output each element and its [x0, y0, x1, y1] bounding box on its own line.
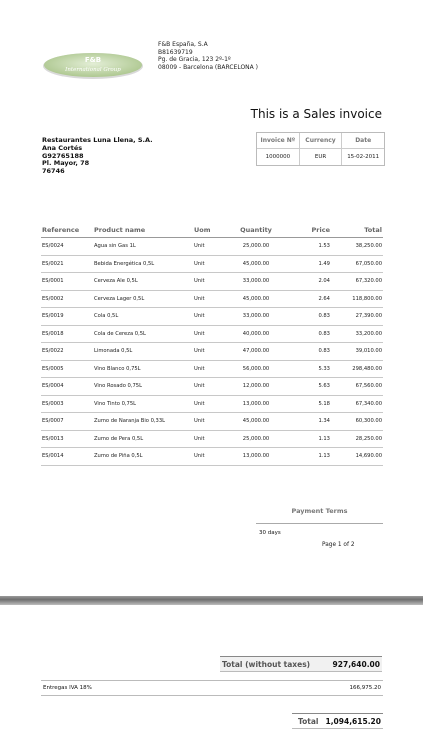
column-header-reference: Reference: [41, 223, 93, 238]
meta-value: EUR: [314, 154, 327, 160]
cell-reference: ES/0003: [41, 395, 93, 413]
cell-reference: ES/0024: [41, 238, 93, 256]
cell-reference: ES/0018: [41, 325, 93, 343]
cell-price: 5.63: [281, 378, 336, 396]
cell-reference: ES/0002: [41, 290, 93, 308]
cell-price: 0.83: [281, 343, 336, 361]
company-vat: B81639719: [158, 48, 193, 56]
cell-quantity: 25,000.00: [231, 238, 281, 256]
untaxed-total-row: [220, 656, 382, 672]
cell-uom: Unit: [193, 290, 231, 308]
cell-quantity: 45,000.00: [231, 255, 281, 273]
page-number: Page 1 of 2: [322, 542, 355, 548]
meta-invoice-number: [257, 133, 300, 165]
cell-price: 2.04: [281, 273, 336, 291]
cell-price: 1.13: [281, 430, 336, 448]
customer-street: Pl. Mayor, 78: [42, 159, 90, 168]
customer-address: [42, 137, 153, 176]
column-header-price: Price: [281, 223, 336, 238]
cell-product: Zumo de Naranja Bio 0,33L: [93, 413, 193, 431]
cell-product: Zumo de Pera 0,5L: [93, 430, 193, 448]
payment-terms-header: Payment Terms: [256, 505, 383, 524]
cell-uom: Unit: [193, 308, 231, 326]
table-row: [41, 448, 383, 466]
cell-quantity: 40,000.00: [231, 325, 281, 343]
cell-quantity: 25,000.00: [231, 430, 281, 448]
cell-total: 39,010.00: [336, 343, 383, 361]
cell-product: Cola 0,5L: [93, 308, 193, 326]
cell-uom: Unit: [193, 448, 231, 466]
table-row: [41, 255, 383, 273]
cell-price: 5.33: [281, 360, 336, 378]
cell-price: 0.83: [281, 308, 336, 326]
column-header-total: Total: [336, 223, 383, 238]
cell-reference: ES/0014: [41, 448, 93, 466]
cell-product: Cerveza Lager 0,5L: [93, 290, 193, 308]
cell-product: Limonada 0,5L: [93, 343, 193, 361]
tax-row: [41, 680, 383, 696]
logo-line1: F&B: [84, 56, 102, 64]
cell-product: Agua sin Gas 1L: [93, 238, 193, 256]
table-row: [41, 395, 383, 413]
cell-price: 1.49: [281, 255, 336, 273]
column-header-product: Product name: [93, 223, 193, 238]
cell-reference: ES/0019: [41, 308, 93, 326]
invoice-title: This is a Sales invoice: [250, 107, 382, 121]
tax-value: 166,975.20: [349, 685, 381, 691]
table-row: [41, 430, 383, 448]
table-header-row: [41, 223, 383, 238]
cell-total: 28,250.00: [336, 430, 383, 448]
cell-uom: Unit: [193, 273, 231, 291]
company-address: [158, 41, 258, 71]
cell-reference: ES/0001: [41, 273, 93, 291]
page-separator: [0, 596, 423, 605]
untaxed-total-value: 927,640.00: [332, 659, 380, 669]
cell-product: Cola de Cereza 0,5L: [93, 325, 193, 343]
cell-quantity: 12,000.00: [231, 378, 281, 396]
cell-reference: ES/0013: [41, 430, 93, 448]
meta-header: Currency: [300, 133, 342, 149]
cell-total: 118,800.00: [336, 290, 383, 308]
cell-price: 0.83: [281, 325, 336, 343]
table-row: [41, 308, 383, 326]
cell-total: 67,560.00: [336, 378, 383, 396]
company-street: Pg. de Gracia, 123 2º-1º: [158, 56, 231, 63]
cell-uom: Unit: [193, 413, 231, 431]
cell-price: 2.64: [281, 290, 336, 308]
cell-reference: ES/0005: [41, 360, 93, 378]
cell-reference: ES/0021: [41, 255, 93, 273]
cell-total: 67,320.00: [336, 273, 383, 291]
meta-value: 15-02-2011: [347, 154, 380, 160]
grand-total-row: [292, 713, 383, 729]
cell-reference: ES/0007: [41, 413, 93, 431]
table-row: [41, 325, 383, 343]
table-row: [41, 378, 383, 396]
payment-terms: [256, 505, 383, 542]
table-row: [41, 238, 383, 256]
column-header-quantity: Quantity: [231, 223, 281, 238]
company-name: F&B España, S.A: [158, 41, 208, 48]
cell-uom: Unit: [193, 430, 231, 448]
cell-quantity: 33,000.00: [231, 273, 281, 291]
cell-total: 67,050.00: [336, 255, 383, 273]
cell-uom: Unit: [193, 238, 231, 256]
table-row: [41, 290, 383, 308]
cell-quantity: 45,000.00: [231, 413, 281, 431]
customer-vat: G92765188: [42, 151, 84, 160]
column-header-uom: Uom: [193, 223, 231, 238]
company-city: 08009 - Barcelona (BARCELONA ): [158, 63, 259, 71]
company-logo: [42, 50, 144, 80]
cell-quantity: 45,000.00: [231, 290, 281, 308]
table-row: [41, 343, 383, 361]
meta-value: 1000000: [265, 154, 291, 160]
untaxed-total-label: Total (without taxes): [222, 659, 311, 669]
payment-terms-value: 30 days: [259, 530, 281, 536]
cell-reference: ES/0004: [41, 378, 93, 396]
meta-header: Date: [342, 133, 384, 149]
grand-total-value: 1,094,615.20: [325, 716, 381, 726]
cell-price: 1.53: [281, 238, 336, 256]
cell-total: 14,690.00: [336, 448, 383, 466]
customer-name: Restaurantes Luna Llena, S.A.: [42, 136, 153, 144]
tax-label: Entregas IVA 18%: [43, 685, 92, 691]
grand-total-label: Total: [298, 716, 319, 726]
table-row: [41, 273, 383, 291]
cell-product: Cerveza Ale 0,5L: [93, 273, 193, 291]
table-row: [41, 360, 383, 378]
cell-price: 5.18: [281, 395, 336, 413]
cell-product: Vino Tinto 0,75L: [93, 395, 193, 413]
cell-quantity: 13,000.00: [231, 448, 281, 466]
cell-total: 33,200.00: [336, 325, 383, 343]
cell-product: Zumo de Piña 0,5L: [93, 448, 193, 466]
customer-zip: 76746: [42, 167, 65, 176]
cell-total: 298,480.00: [336, 360, 383, 378]
cell-quantity: 56,000.00: [231, 360, 281, 378]
cell-product: Bebida Energética 0,5L: [93, 255, 193, 273]
meta-header: Invoice Nº: [257, 133, 299, 149]
cell-reference: ES/0022: [41, 343, 93, 361]
cell-total: 38,250.00: [336, 238, 383, 256]
logo-line2: International Group: [65, 67, 121, 73]
cell-quantity: 13,000.00: [231, 395, 281, 413]
cell-uom: Unit: [193, 395, 231, 413]
cell-uom: Unit: [193, 325, 231, 343]
cell-uom: Unit: [193, 378, 231, 396]
cell-product: Vino Blanco 0,75L: [93, 360, 193, 378]
meta-date: [342, 133, 384, 165]
cell-product: Vino Rosado 0,75L: [93, 378, 193, 396]
cell-total: 67,340.00: [336, 395, 383, 413]
cell-uom: Unit: [193, 343, 231, 361]
cell-uom: Unit: [193, 255, 231, 273]
cell-total: 60,300.00: [336, 413, 383, 431]
cell-total: 27,390.00: [336, 308, 383, 326]
cell-quantity: 33,000.00: [231, 308, 281, 326]
cell-price: 1.13: [281, 448, 336, 466]
cell-quantity: 47,000.00: [231, 343, 281, 361]
cell-price: 1.34: [281, 413, 336, 431]
customer-contact: Ana Cortés: [42, 143, 83, 152]
meta-currency: [300, 133, 343, 165]
invoice-meta-table: [256, 132, 385, 166]
invoice-lines-table: [41, 223, 383, 466]
table-row: [41, 413, 383, 431]
cell-uom: Unit: [193, 360, 231, 378]
